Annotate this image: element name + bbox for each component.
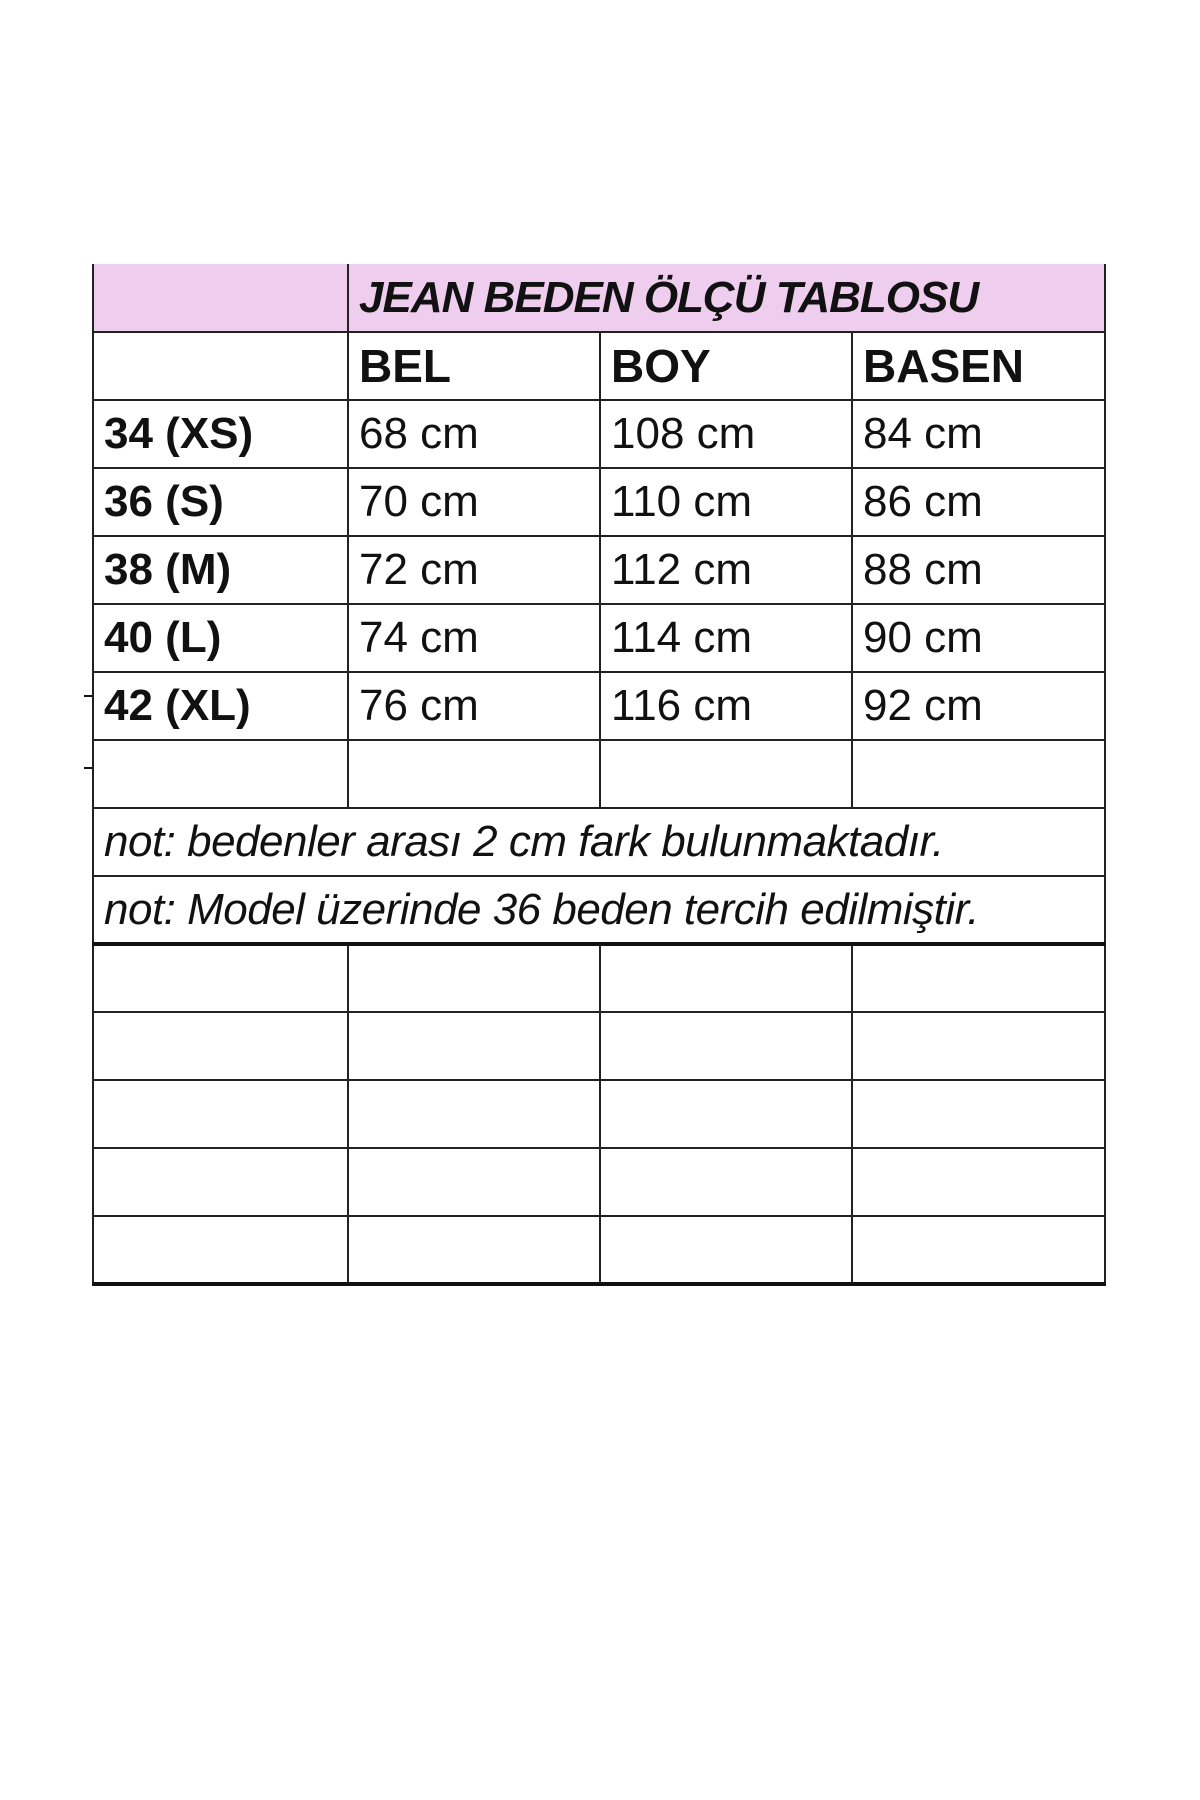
left-margin-tick (84, 695, 92, 697)
empty-cell (852, 740, 1105, 808)
empty-row (93, 1080, 1105, 1148)
empty-row (93, 944, 1105, 1012)
bel-cell: 72 cm (348, 536, 600, 604)
empty-cell (93, 1012, 348, 1080)
empty-cell (852, 1012, 1105, 1080)
basen-cell: 86 cm (852, 468, 1105, 536)
basen-cell: 90 cm (852, 604, 1105, 672)
empty-cell (93, 944, 348, 1012)
note-row (93, 808, 1105, 876)
empty-row (93, 1148, 1105, 1216)
empty-cell (348, 1080, 600, 1148)
empty-cell (93, 740, 348, 808)
size-cell: 36 (S) (93, 468, 348, 536)
boy-cell: 116 cm (600, 672, 852, 740)
empty-cell (600, 1012, 852, 1080)
note-size-difference: not: bedenler arası 2 cm fark bulunmaktadır. (93, 808, 1105, 876)
table-row (93, 672, 1105, 740)
note-model-size: not: Model üzerinde 36 beden tercih edilmiştir. (93, 876, 1105, 944)
table-row (93, 468, 1105, 536)
header-cell-bel: BEL (348, 332, 600, 400)
empty-cell (600, 740, 852, 808)
bel-cell: 68 cm (348, 400, 600, 468)
size-chart-table (92, 264, 1106, 1286)
empty-cell (348, 1216, 600, 1284)
boy-cell: 114 cm (600, 604, 852, 672)
left-margin-tick (84, 767, 92, 769)
header-cell-boy: BOY (600, 332, 852, 400)
size-cell: 42 (XL) (93, 672, 348, 740)
empty-row (93, 1012, 1105, 1080)
empty-cell (93, 1216, 348, 1284)
basen-cell: 88 cm (852, 536, 1105, 604)
empty-cell (852, 1148, 1105, 1216)
size-chart-sheet (92, 264, 1104, 1286)
empty-cell (852, 1216, 1105, 1284)
empty-cell (600, 944, 852, 1012)
table-row (93, 536, 1105, 604)
empty-cell (600, 1216, 852, 1284)
title-blank-cell (93, 264, 348, 332)
boy-cell: 112 cm (600, 536, 852, 604)
bel-cell: 76 cm (348, 672, 600, 740)
basen-cell: 84 cm (852, 400, 1105, 468)
header-cell-basen: BASEN (852, 332, 1105, 400)
empty-row (93, 1216, 1105, 1284)
empty-cell (852, 1080, 1105, 1148)
size-cell: 38 (M) (93, 536, 348, 604)
empty-cell (348, 944, 600, 1012)
bel-cell: 74 cm (348, 604, 600, 672)
table-title: JEAN BEDEN ÖLÇÜ TABLOSU (348, 264, 1105, 332)
size-cell: 34 (XS) (93, 400, 348, 468)
empty-cell (348, 740, 600, 808)
boy-cell: 110 cm (600, 468, 852, 536)
empty-cell (600, 1080, 852, 1148)
table-row (93, 400, 1105, 468)
header-cell-blank (93, 332, 348, 400)
boy-cell: 108 cm (600, 400, 852, 468)
basen-cell: 92 cm (852, 672, 1105, 740)
header-row (93, 332, 1105, 400)
empty-cell (348, 1012, 600, 1080)
empty-cell (600, 1148, 852, 1216)
empty-cell (93, 1148, 348, 1216)
size-cell: 40 (L) (93, 604, 348, 672)
table-row (93, 604, 1105, 672)
bel-cell: 70 cm (348, 468, 600, 536)
empty-row (93, 740, 1105, 808)
note-row (93, 876, 1105, 944)
empty-cell (348, 1148, 600, 1216)
title-row (93, 264, 1105, 332)
empty-cell (93, 1080, 348, 1148)
empty-cell (852, 944, 1105, 1012)
